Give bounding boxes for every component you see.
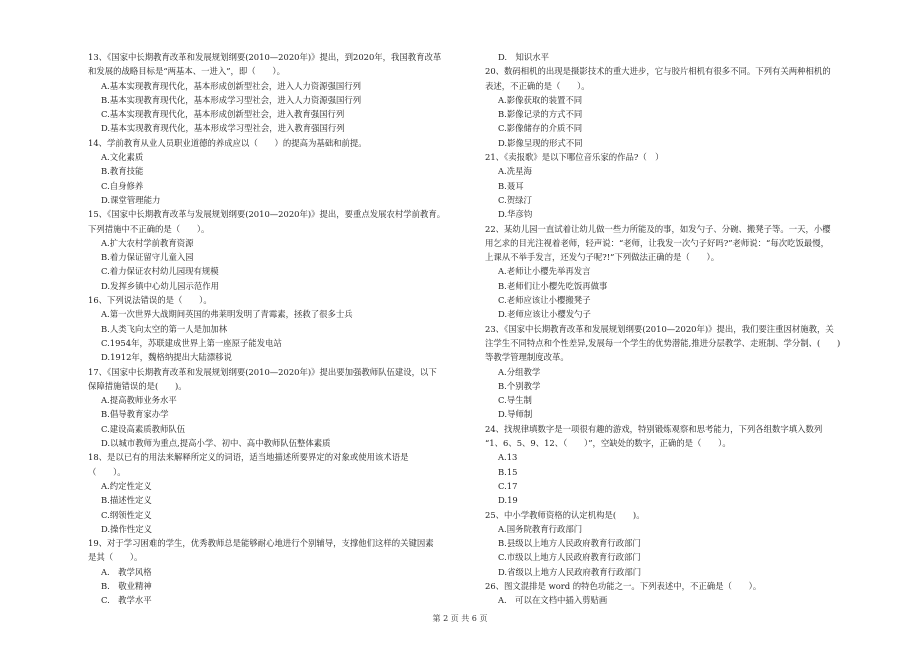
answer-option: B. 敬业精神 [101,580,152,591]
answer-option: D. 知识水平 [498,52,549,62]
answer-option: C.老师应该让小樱搬凳子 [498,295,591,306]
question-text-line: 22、某幼儿园一直试着让幼儿做一些力所能及的事，如发勺子、分碗、搬凳子等。一天，小樱 [485,223,831,234]
answer-option: A.第一次世界大战期间英国的弗莱明发明了青霉素，拯救了很多士兵 [101,309,353,320]
question-text-line: 26、图文混排是 word 的特色功能之一。下列表述中，不正确是（ ）。 [485,580,762,591]
answer-option: D.以城市教师为重点,提高小学、初中、高中教师队伍整体素质 [101,438,331,449]
answer-option: A.分组教学 [498,366,541,377]
question-text-line: （ ）。 [88,466,126,477]
answer-option: B.描述性定义 [101,495,152,506]
answer-option: C. 教学水平 [101,595,152,606]
answer-option: C.影像储存的介质不同 [498,123,583,134]
answer-option: A.扩大农村学前教育资源 [101,237,194,248]
question-text-line: 是其（ ）。 [88,552,143,563]
answer-option: C.导生制 [498,395,532,406]
answer-option: D.省级以上地方人民政府教育行政部门 [498,566,642,577]
answer-option: A.影像获取的装置不同 [498,94,583,105]
question-text-line: 和发展的战略目标是“两基本、一进入”，即（ ）。 [88,66,285,77]
answer-option: D.基本实现教育现代化，基本形成学习型社会，进入教育强国行列 [101,123,345,134]
answer-option: A.文化素质 [101,152,144,163]
question-text-line: 保障措施错误的是( )。 [88,380,187,391]
question-text-line: 14、学前教育从业人员职业道德的养成应以（ ）的提高为基础和前提。 [88,137,367,148]
question-text-line: 用乞求的目光注视着老师，轻声说：“老师，让我发一次勺子好吗?”老师说：“每次吃饭最慢， [485,237,829,248]
answer-option: A.冼星海 [498,166,532,177]
answer-option: B.个别教学 [498,380,541,391]
question-text-line: 17、《国家中长期教育改革和发展规划纲要(2010—2020年)》提出要加强教师队伍建设，以下 [88,366,437,377]
answer-option: B.倡导教育家办学 [101,409,169,420]
answer-option: A.13 [498,452,518,463]
answer-option: D.1912年，魏格纳提出大陆漂移说 [101,352,232,363]
answer-option: B.人类飞向太空的第一人是加加林 [101,323,228,334]
answer-option: D.影像呈现的形式不同 [498,137,583,148]
question-text-line: 21、《卖报歌》是以下哪位音乐家的作品?（ ） [485,152,664,163]
answer-option: D.老师应该让小樱发勺子 [498,309,591,320]
answer-option: D.导师制 [498,409,533,420]
answer-option: D.课堂管理能力 [101,194,161,205]
answer-option: A.约定性定义 [101,480,152,491]
answer-option: A.国务院教育行政部门 [498,523,583,534]
answer-option: B.基本实现教育现代化，基本形成学习型社会，进入人力资源强国行列 [101,94,362,105]
answer-option: A.基本实现教育现代化，基本形成创新型社会，进入人力资源强国行列 [101,80,361,91]
answer-option: B.着力保证留守儿童入园 [101,252,194,263]
answer-option: B.聂耳 [498,180,524,191]
page-footer: 第 2 页 共 6 页 [432,614,488,623]
question-text-line: 注学生不同特点和个性差异,发展每一个学生的优势潜能,推进分层教学、走班制、学分制、( ) [485,337,841,348]
answer-option: C.纲领性定义 [101,509,152,520]
question-text-line: 25、中小学教师资格的认定机构是( )。 [485,509,645,520]
question-text-line: 上课从不举手发言，还发勺子呢?!”下列做法正确的是（ ）。 [485,252,720,263]
answer-option: D.操作性定义 [101,523,152,534]
question-text-line: 等教学管理制度改革。 [485,352,569,363]
answer-option: C.市级以上地方人民政府教育行政部门 [498,552,641,563]
question-text-line: 24、找规律填数字是一项很有趣的游戏，特别锻炼观察和思考能力，下列各组数字填入数列 [485,423,823,434]
question-text-line: 下列措施中不正确的是（ ）。 [88,223,210,234]
right-column [485,50,875,608]
answer-option: D.发挥乡镇中心幼儿园示范作用 [101,280,219,291]
answer-option: B.15 [498,466,518,477]
question-text-line: 表述，不正确的是（ ）。 [485,80,590,91]
question-text-line: 13、《国家中长期教育改革和发展规划纲要(2010—2020年)》提出，到2020年，我国教育改革 [88,52,442,62]
answer-option: B.老师们让小樱先吃饭再做事 [498,280,608,291]
question-text-line: “1、6、5、9、12、（ ）”，空缺处的数字，正确的是（ ）。 [485,438,731,449]
question-text-line: 15、《国家中长期教育改革与发展规划纲要(2010—2020年)》提出，要重点发展农村学前教育。 [88,209,446,220]
answer-option: A.老师让小樱先举再发言 [498,266,591,277]
answer-option: A. 可以在文档中插入剪贴画 [498,595,608,606]
answer-option: D.华彦钧 [498,209,533,220]
answer-option: C.着力保证农村幼儿园现有规模 [101,266,219,277]
answer-option: C.建设高素质教师队伍 [101,423,186,434]
answer-option: C.基本实现教育现代化，基本形成创新型社会，进入教育强国行列 [101,109,345,120]
answer-option: A.提高教师业务水平 [101,395,177,406]
question-text-line: 23、《国家中长期教育改革和发展规划纲要(2010—2020年)》提出，我们要注重因材施教，关 [485,323,834,334]
answer-option: B.县级以上地方人民政府教育行政部门 [498,538,641,549]
answer-option: A. 教学风格 [101,566,152,577]
question-text-line: 19、对于学习困难的学生，优秀教师总是能够耐心地进行个别辅导，支撑他们这样的关键因素 [88,538,434,549]
question-text-line: 16、下列说法错误的是（ ）。 [88,295,212,306]
answer-option: B.教育技能 [101,166,144,177]
question-text-line: 18、是以已有的用法来解释所定义的词语，适当地描述所要界定的对象或使用该术语是 [88,452,409,463]
left-column [88,50,475,608]
answer-option: C.17 [498,480,518,491]
answer-option: C.自身修养 [101,180,144,191]
question-text-line: 20、数码相机的出现是摄影技术的重大进步，它与胶片相机有很多不同。下列有关两种相机的 [485,66,831,77]
answer-option: C.贺绿汀 [498,194,532,205]
answer-option: B.影像记录的方式不同 [498,109,583,120]
answer-option: C.1954年，苏联建成世界上第一座原子能发电站 [101,337,282,348]
answer-option: D.19 [498,495,518,506]
